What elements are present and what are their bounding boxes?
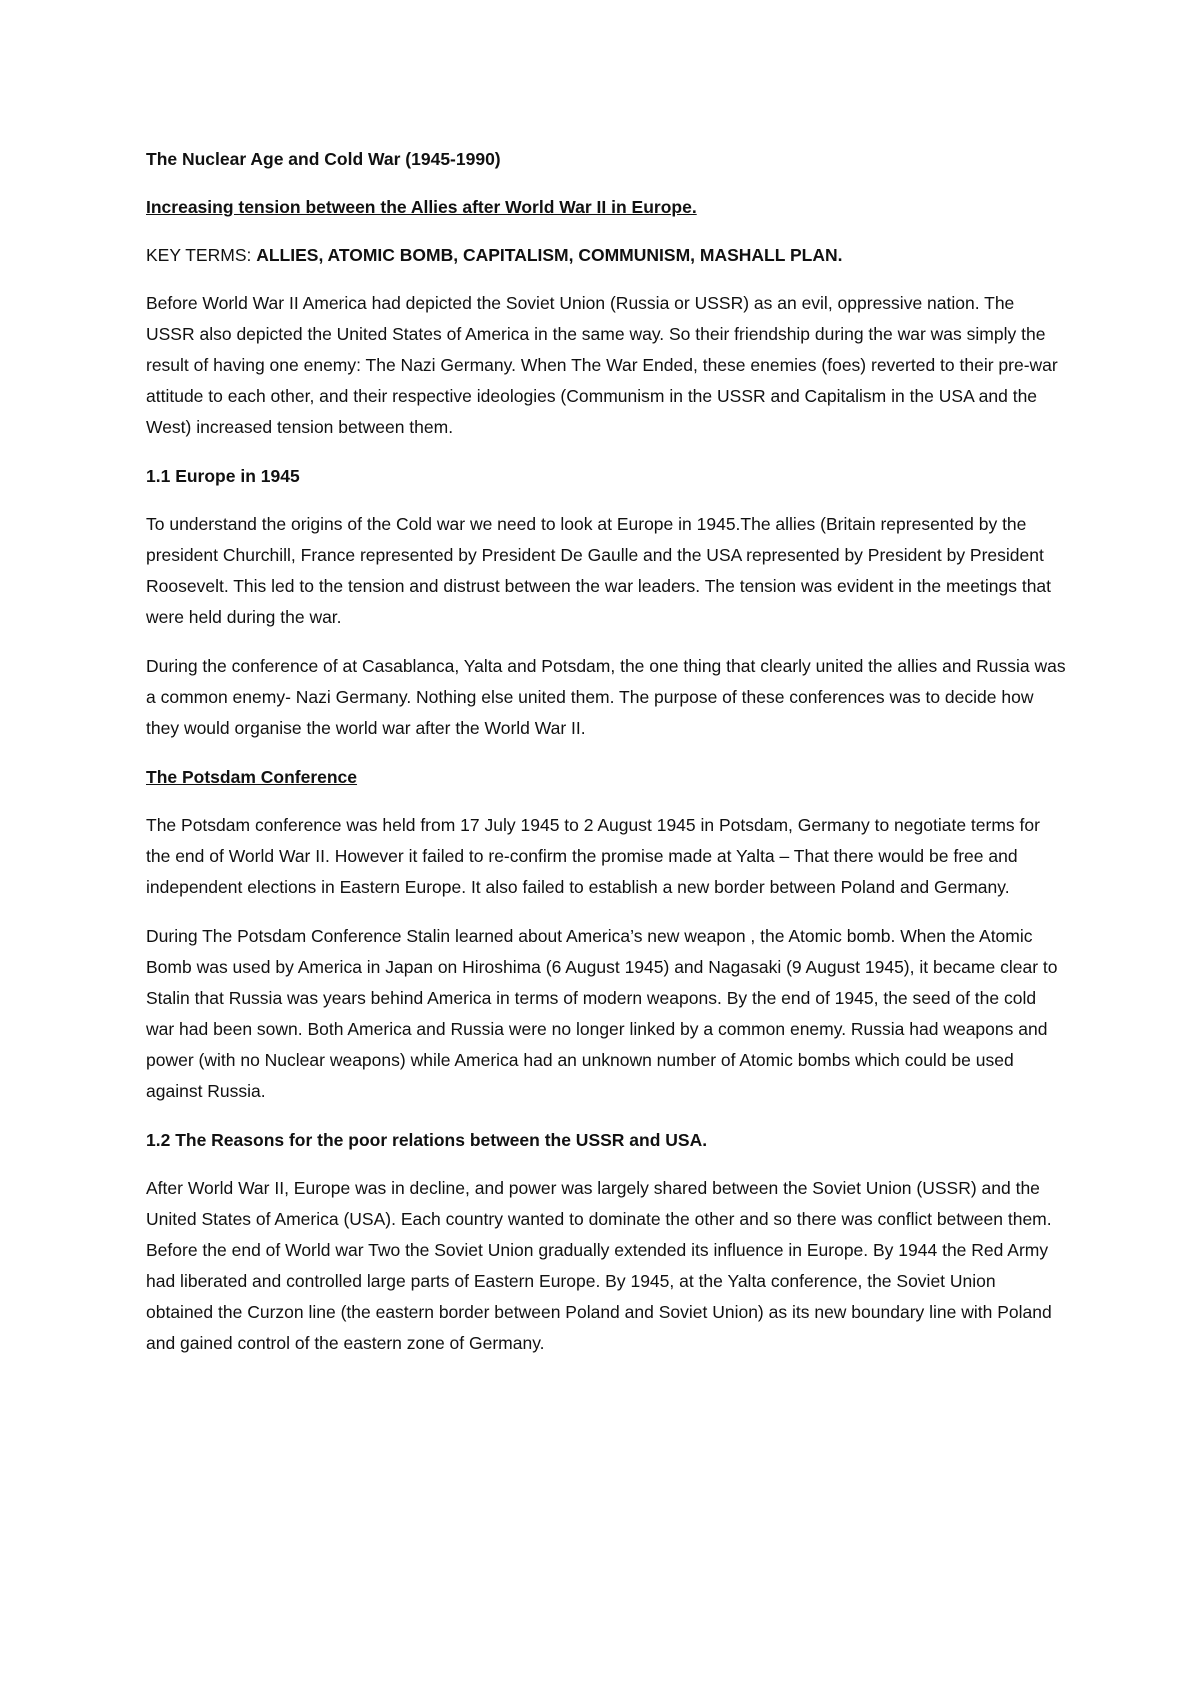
section-heading-poor-relations: 1.2 The Reasons for the poor relations between the USSR and USA. — [146, 1130, 708, 1150]
key-terms-label: KEY TERMS: — [146, 245, 257, 265]
section-heading-potsdam: The Potsdam Conference — [146, 767, 358, 787]
paragraph-origins: To understand the origins of the Cold war we need to look at Europe in 1945.The allies (Britain represented by the president Churchill, France represented by President De Gaulle and the USA represented by President by President Roosevelt. This led to the tension and distrust between the war leaders. The tension was evident in the meetings that were held during the war. — [146, 514, 1052, 627]
paragraph-potsdam-terms: The Potsdam conference was held from 17 July 1945 to 2 August 1945 in Potsdam, Germany to negotiate terms for the end of World War II. However it failed to re-confirm the promise made at Yalta – That there would be free and independent elections in Eastern Europe. It also failed to establish a new border between Poland and Germany. — [146, 815, 1040, 897]
document-subtitle: Increasing tension between the Allies after World War II in Europe. — [146, 197, 697, 217]
section-heading-europe-1945: 1.1 Europe in 1945 — [146, 466, 300, 486]
document-page — [146, 144, 1066, 1377]
key-terms-line — [146, 240, 1066, 270]
document-title: The Nuclear Age and Cold War (1945-1990) — [146, 149, 501, 169]
paragraph-post-war-europe: After World War II, Europe was in decline, and power was largely shared between the Soviet Union (USSR) and the United States of America (USA). Each country wanted to dominate the other and so there was conflict between them. Before the end of World war Two the Soviet Union gradually extended its influence in Europe. By 1944 the Red Army had liberated and controlled large parts of Eastern Europe. By 1945, at the Yalta conference, the Soviet Union obtained the Curzon line (the eastern border between Poland and Soviet Union) as its new boundary line with Poland and gained control of the eastern zone of Germany. — [146, 1178, 1052, 1353]
key-terms-list: ALLIES, ATOMIC BOMB, CAPITALISM, COMMUNISM, MASHALL PLAN. — [256, 245, 843, 265]
paragraph-atomic-bomb: During The Potsdam Conference Stalin learned about America’s new weapon , the Atomic bomb. When the Atomic Bomb was used by America in Japan on Hiroshima (6 August 1945) and Nagasaki (9 August 1945), it became clear to Stalin that Russia was years behind America in terms of modern weapons. By the end of 1945, the seed of the cold war had been sown. Both America and Russia were no longer linked by a common enemy. Russia had weapons and power (with no Nuclear weapons) while America had an unknown number of Atomic bombs which could be used against Russia. — [146, 926, 1058, 1101]
paragraph-conferences: During the conference of at Casablanca, Yalta and Potsdam, the one thing that clearly united the allies and Russia was a common enemy- Nazi Germany. Nothing else united them. The purpose of these conferences was to decide how they would organise the world war after the World War II. — [146, 656, 1066, 738]
intro-paragraph: Before World War II America had depicted the Soviet Union (Russia or USSR) as an evil, oppressive nation. The USSR also depicted the United States of America in the same way. So their friendship during the war was simply the result of having one enemy: The Nazi Germany. When The War Ended, these enemies (foes) reverted to their pre-war attitude to each other, and their respective ideologies (Communism in the USSR and Capitalism in the USA and the West) increased tension between them. — [146, 293, 1058, 437]
